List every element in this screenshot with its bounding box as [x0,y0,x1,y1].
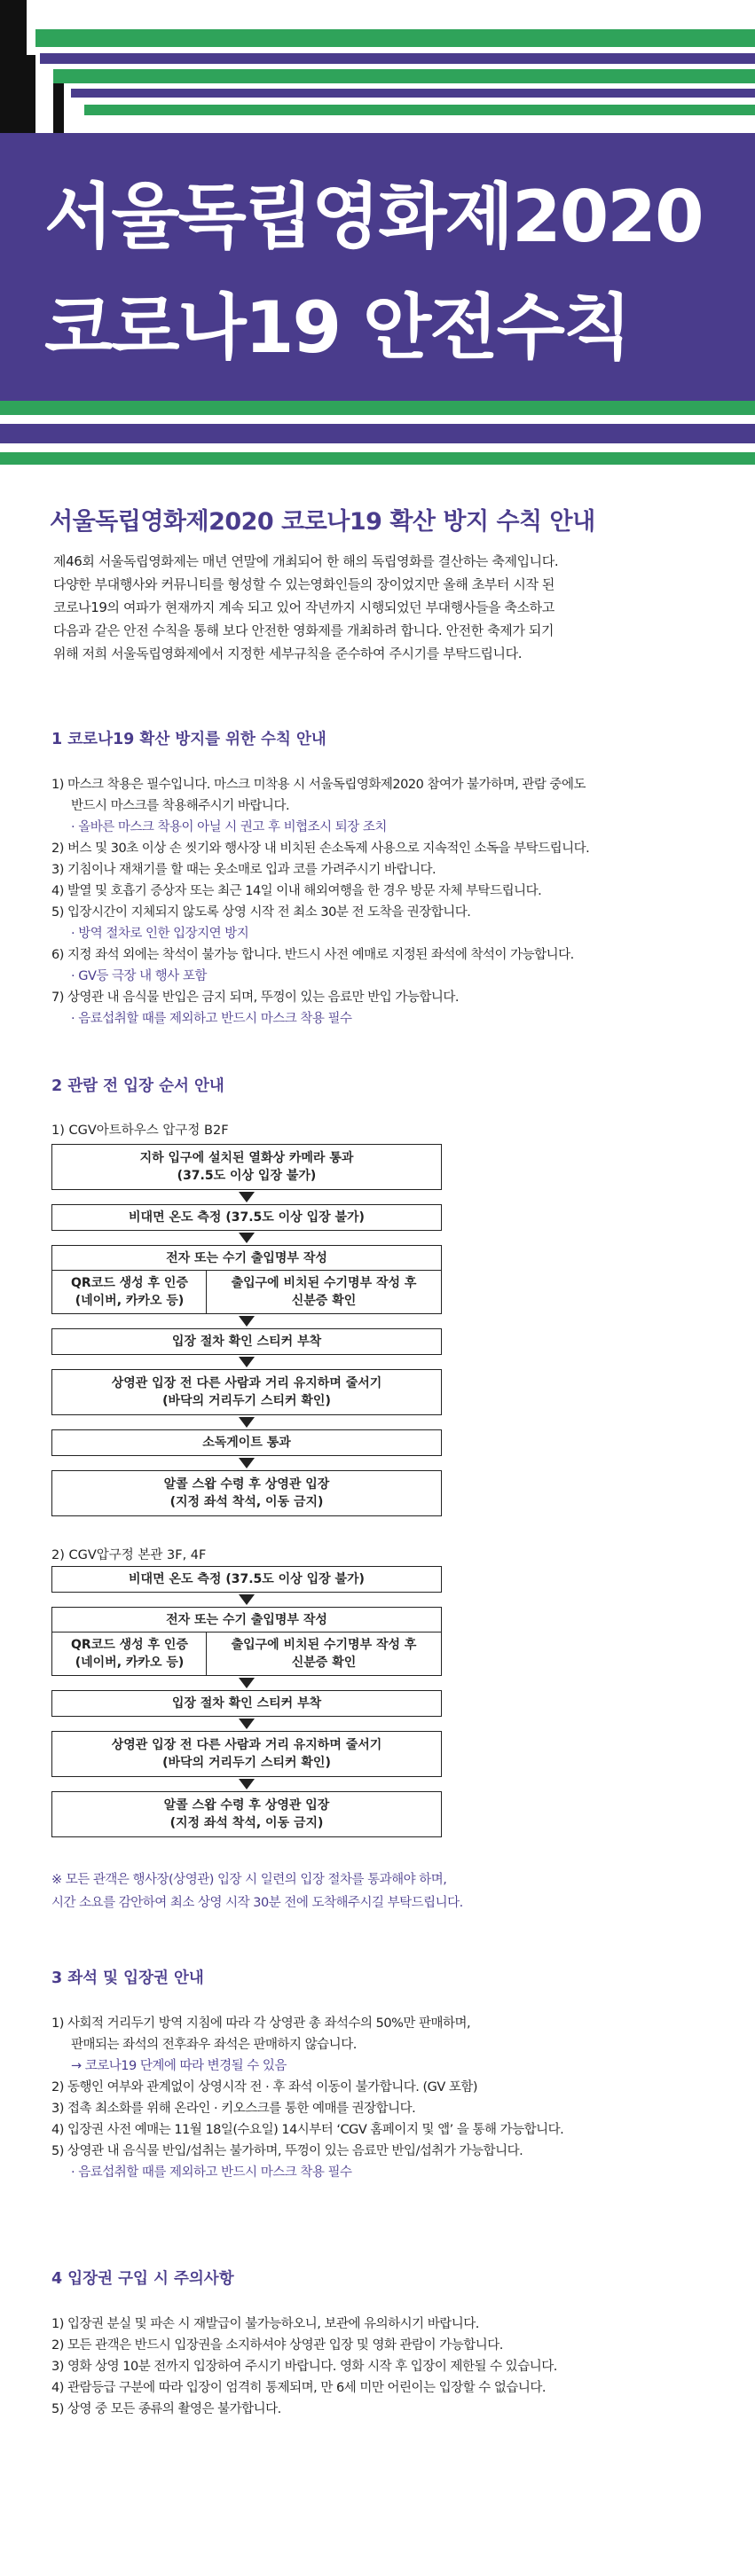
stripe-black-2 [27,55,35,133]
flow2-qr-option [51,1632,208,1676]
list-item: 1) 입장권 분실 및 파손 시 재발급이 불가능하오니, 보관에 유의하시기 바랍니다. [51,2317,479,2331]
intro-paragraph [53,550,710,665]
stripe-black-3 [53,83,64,133]
stripe-green-bottom-2 [0,452,755,465]
section3-list [51,2013,726,2183]
flow1-step-register-options [51,1270,442,1314]
banner-subtitle: 코로나19 안전수칙 [44,286,631,369]
arrow-down-icon [239,1719,255,1729]
flow1-step-thermal-camera [51,1144,442,1190]
flow-text: 입장 절차 확인 스티커 부착 [171,1335,322,1349]
flow1-step-register [51,1245,442,1272]
section3-title: 3 좌석 및 입장권 안내 [51,1969,204,1987]
flow2-step-temperature [51,1566,442,1593]
stripe-purple-2 [71,89,755,98]
list-item: 3) 기침이나 재채기를 할 때는 옷소매로 입과 코를 가려주시기 바랍니다. [51,863,436,877]
flow-text: 출입구에 비치된 수기명부 작성 후 [231,1276,417,1290]
section4-title: 4 입장권 구입 시 주의사항 [51,2270,234,2288]
arrow-down-icon [239,1779,255,1789]
stripe-green-top [35,29,755,47]
list-item: 5) 상영 중 모든 종류의 촬영은 불가합니다. [51,2402,281,2416]
list-item: 6) 지정 좌석 외에는 착석이 불가능 합니다. 반드시 사전 예매로 지정된 좌석에 착석이 가능합니다. [51,948,574,962]
flow1-title: 1) CGV아트하우스 압구정 B2F [51,1124,229,1138]
flow-text: 신분증 확인 [291,1656,357,1670]
list-item: 5) 상영관 내 음식물 반입/섭취는 불가하며, 뚜껑이 있는 음료만 반입/섭취가 가능합니다. [51,2144,523,2158]
list-item: 4) 입장권 사전 예매는 11월 18일(수요일) 14시부터 ‘CGV 홈페이지 및 앱’ 을 통해 가능합니다. [51,2123,564,2137]
arrow-down-icon [239,1316,255,1327]
list-note: · 음료섭취할 때를 제외하고 반드시 마스크 착용 필수 [71,2165,352,2180]
flow2-step-enter [51,1791,442,1837]
list-item: 3) 영화 상영 10분 전까지 입장하여 주시기 바랍니다. 영화 시작 후 입장이 제한될 수 있습니다. [51,2360,557,2374]
flow-text: 전자 또는 수기 출입명부 작성 [166,1613,327,1627]
flow-text: QR코드 생성 후 인증 [71,1638,188,1652]
flow-text: 전자 또는 수기 출입명부 작성 [166,1251,327,1265]
list-item: 판매되는 좌석의 전후좌우 좌석은 판매하지 않습니다. [71,2038,357,2052]
flow1-qr-option [51,1270,208,1314]
flow-text: 알콜 스왑 수령 후 상영관 입장 [163,1477,330,1492]
section4-list [51,2314,726,2420]
list-item: 7) 상영관 내 음식물 반입은 금지 되며, 뚜껑이 있는 음료만 반입 가능합니다. [51,990,460,1005]
section1-title: 1 코로나19 확산 방지를 위한 수칙 안내 [51,731,326,748]
list-item: 3) 접촉 최소화를 위해 온라인 · 키오스크를 통한 예매를 권장합니다. [51,2102,416,2116]
flow-text: 비대면 온도 측정 (37.5도 이상 입장 불가) [129,1210,365,1225]
list-note: · 올바른 마스크 착용이 아닐 시 권고 후 비협조시 퇴장 조치 [71,820,387,834]
arrow-down-icon [239,1417,255,1428]
stripe-purple-1 [40,53,755,64]
list-item: 1) 마스크 착용은 필수입니다. 마스크 미착용 시 서울독립영화제2020 참여가 불가하며, 관람 중에도 [51,778,586,792]
flow-text: 상영관 입장 전 다른 사람과 거리 유지하며 줄서기 [111,1376,382,1390]
arrow-down-icon [239,1357,255,1367]
arrow-down-icon [239,1458,255,1468]
list-note: · 음료섭취할 때를 제외하고 반드시 마스크 착용 필수 [71,1012,352,1026]
flow2-step-queue [51,1731,442,1777]
flow-text: (네이버, 카카오 등) [75,1294,185,1308]
list-item: 1) 사회적 거리두기 방역 지침에 따라 각 상영관 총 좌석수의 50%만 판매하며, [51,2016,471,2031]
flow2-step-register-options [51,1632,442,1676]
flow-text: 비대면 온도 측정 (37.5도 이상 입장 불가) [129,1572,365,1586]
flow-text: (37.5도 이상 입장 불가) [177,1169,317,1183]
arrow-down-icon [239,1594,255,1605]
stripe-green-2 [53,69,755,83]
flow1-step-gate [51,1429,442,1456]
warning-line: 시간 소요를 감안하여 최소 상영 시작 30분 전에 도착해주시길 부탁드립니다. [51,1896,463,1910]
intro-line: 제46회 서울독립영화제는 매년 연말에 개최되어 한 해의 독립영화를 결산하는 축제입니다. [53,553,559,569]
flow-text: QR코드 생성 후 인증 [71,1276,188,1290]
banner-title: 서울독립영화제2020 [44,176,703,258]
intro-line: 다음과 같은 안전 수칙을 통해 보다 안전한 영화제를 개최하려 합니다. 안전한 축제가 되기 [53,622,554,638]
flow-text: (바닥의 거리두기 스티커 확인) [162,1394,331,1408]
flow2-step-sticker [51,1690,442,1717]
flow-text: (네이버, 카카오 등) [75,1656,185,1670]
flow-text: (바닥의 거리두기 스티커 확인) [162,1756,331,1770]
flow1-manual-option [206,1270,442,1314]
list-item: 5) 입장시간이 지체되지 않도록 상영 시작 전 최소 30분 전 도착을 권장합니다. [51,905,471,920]
arrow-down-icon [239,1233,255,1243]
flow-text: 지하 입구에 설치된 열화상 카메라 통과 [139,1151,354,1165]
flow2-step-register [51,1607,442,1633]
intro-line: 위해 저희 서울독립영화제에서 지정한 세부규칙을 준수하여 주시기를 부탁드립니다. [53,646,523,662]
list-note: → 코로나19 단계에 따라 변경될 수 있음 [71,2059,287,2073]
flow1-step-queue [51,1369,442,1415]
flow-text: 소독게이트 통과 [202,1436,291,1450]
list-item: 4) 발열 및 호흡기 증상자 또는 최근 14일 이내 해외여행을 한 경우 방문 자체 부탁드립니다. [51,884,542,898]
stripe-black-left [0,0,27,133]
intro-line: 코로나19의 여파가 현재까지 계속 되고 있어 작년까지 시행되었던 부대행사들을 축소하고 [53,599,554,615]
flow-text: 상영관 입장 전 다른 사람과 거리 유지하며 줄서기 [111,1738,382,1752]
flow-text: 신분증 확인 [291,1294,357,1308]
arrow-down-icon [239,1192,255,1202]
arrow-down-icon [239,1678,255,1688]
list-item: 반드시 마스크를 착용해주시기 바랍니다. [71,799,290,813]
header-banner [0,0,755,489]
list-item: 4) 관람등급 구분에 따라 입장이 엄격히 통제되며, 만 6세 미만 어린이는 입장할 수 없습니다. [51,2381,546,2395]
flow1-step-enter [51,1470,442,1516]
list-item: 2) 버스 및 30초 이상 손 씻기와 행사장 내 비치된 손소독제 사용으로 지속적인 소독을 부탁드립니다. [51,842,590,856]
stripe-green-3 [84,105,755,115]
list-note: · 방역 절차로 인한 입장지연 방지 [71,927,249,941]
flow-text: (지정 좌석 착석, 이동 금지) [169,1495,324,1509]
stripe-green-bottom-1 [0,401,755,415]
list-item: 2) 모든 관객은 반드시 입장권을 소지하셔야 상영관 입장 및 영화 관람이 가능합니다. [51,2338,503,2353]
stripe-purple-bottom [0,424,755,443]
flow2-title: 2) CGV압구정 본관 3F, 4F [51,1548,207,1562]
flow-text: (지정 좌석 착석, 이동 금지) [169,1816,324,1830]
flow2-manual-option [206,1632,442,1676]
entry-warning [51,1868,463,1914]
doc-title: 서울독립영화제2020 코로나19 확산 방지 수칙 안내 [50,508,595,536]
section1-list [51,774,726,1030]
warning-line: ※ 모든 관객은 행사장(상영관) 입장 시 일련의 입장 절차를 통과해야 하며, [51,1873,447,1887]
list-item: 2) 동행인 여부와 관계없이 상영시작 전 · 후 좌석 이동이 불가합니다. (GV 포함) [51,2080,478,2094]
intro-line: 다양한 부대행사와 커뮤니티를 형성할 수 있는영화인들의 장이었지만 올해 초부터 시작 된 [53,576,555,592]
list-note: · GV등 극장 내 행사 포함 [71,969,207,983]
flow-text: 알콜 스왑 수령 후 상영관 입장 [163,1798,330,1813]
flow-text: 입장 절차 확인 스티커 부착 [171,1696,322,1711]
flow-text: 출입구에 비치된 수기명부 작성 후 [231,1638,417,1652]
flow1-step-sticker [51,1328,442,1355]
section2-title: 2 관람 전 입장 순서 안내 [51,1077,224,1095]
flow1-step-temperature [51,1204,442,1231]
